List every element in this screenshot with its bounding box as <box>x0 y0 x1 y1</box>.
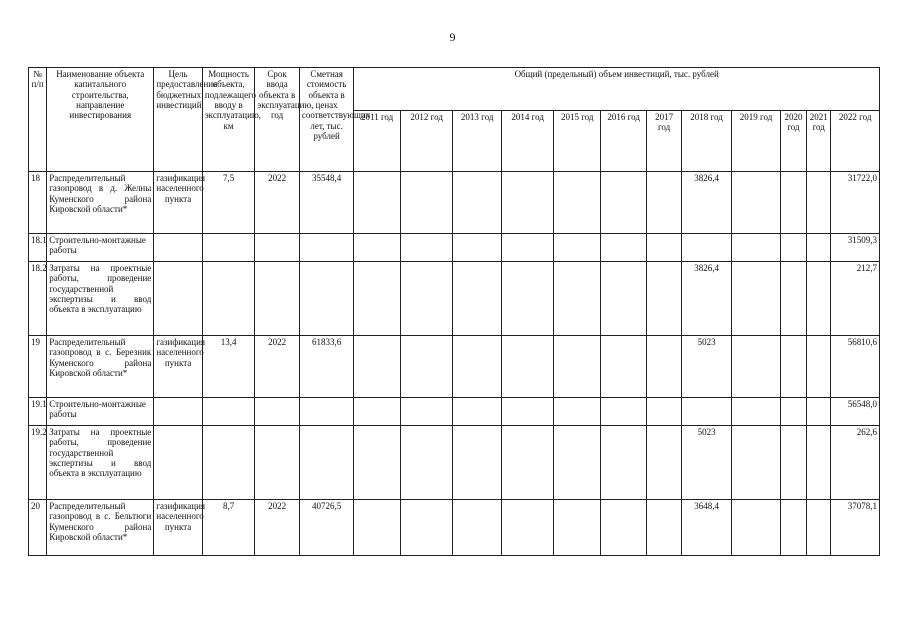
table-row <box>29 172 880 234</box>
header-year: 2013 год <box>453 111 502 172</box>
table-row <box>29 234 880 262</box>
header-year: 2020 год <box>780 111 806 172</box>
cell-2018: 3648,4 <box>681 500 732 556</box>
table-row <box>29 262 880 336</box>
cell-no: 19.1 <box>29 398 47 426</box>
cell-name: Строительно-монтажные работы <box>47 398 154 426</box>
header-purpose: Цель предоставления бюджетных инвестиций <box>154 68 203 172</box>
header-capacity: Мощность объекта, подлежащего вводу в эксплуатацию, км <box>202 68 255 172</box>
header-term: Срок ввода объекта в эксплуатацию, год <box>255 68 299 172</box>
cell-name: Затраты на проектные работы, проведение государственной экспертизы и ввод объекта в эксплуатацию <box>47 426 154 500</box>
cell-name: Затраты на проектные работы, проведение государственной экспертизы и ввод объекта в эксплуатацию <box>47 262 154 336</box>
cell-name: Строительно-монтажные работы <box>47 234 154 262</box>
header-year: 2015 год <box>554 111 600 172</box>
cell-2018: 5023 <box>681 426 732 500</box>
page-number: 9 <box>449 30 456 44</box>
cell-term: 2022 <box>255 500 299 556</box>
cell-name: Распределительный газопровод в с. Березник Куменского района Кировской области* <box>47 336 154 398</box>
header-no: № п/п <box>29 68 47 172</box>
cell-term: 2022 <box>255 336 299 398</box>
header-cost: Сметная стоимость объекта в ценах соответствующих лет, тыс. рублей <box>299 68 354 172</box>
header-year: 2012 год <box>400 111 453 172</box>
cell-2022: 56810,6 <box>831 336 880 398</box>
header-year: 2011 год <box>354 111 400 172</box>
investment-table <box>28 67 880 556</box>
table-row <box>29 336 880 398</box>
cell-purpose: газификация населенного пункта <box>154 500 203 556</box>
cell-name: Распределительный газопровод в д. Желны Куменского района Кировской области* <box>47 172 154 234</box>
cell-2018: 3826,4 <box>681 172 732 234</box>
table-row <box>29 500 880 556</box>
cell-2018: 3826,4 <box>681 262 732 336</box>
cell-purpose: газификация населенного пункта <box>154 172 203 234</box>
cell-no: 19.2 <box>29 426 47 500</box>
cell-2022: 31509,3 <box>831 234 880 262</box>
cell-2018: 5023 <box>681 336 732 398</box>
cell-purpose: газификация населенного пункта <box>154 336 203 398</box>
cell-no: 20 <box>29 500 47 556</box>
cell-no: 19 <box>29 336 47 398</box>
cell-2018 <box>681 398 732 426</box>
cell-no: 18.1 <box>29 234 47 262</box>
cell-2022: 56548,0 <box>831 398 880 426</box>
header-year: 2016 год <box>600 111 646 172</box>
table-row <box>29 426 880 500</box>
header-total-invest: Общий (предельный) объем инвестиций, тыс. рублей <box>354 68 880 111</box>
header-name: Наименование объекта капитального строительства, направление инвестирования <box>47 68 154 172</box>
header-year: 2022 год <box>831 111 880 172</box>
cell-capacity: 8,7 <box>202 500 255 556</box>
cell-term: 2022 <box>255 172 299 234</box>
cell-2022: 262,6 <box>831 426 880 500</box>
header-year: 2021 год <box>807 111 831 172</box>
header-year: 2019 год <box>732 111 781 172</box>
cell-capacity: 7,5 <box>202 172 255 234</box>
cell-2022: 37078,1 <box>831 500 880 556</box>
cell-cost: 61833,6 <box>299 336 354 398</box>
cell-capacity: 13,4 <box>202 336 255 398</box>
cell-no: 18 <box>29 172 47 234</box>
cell-name: Распределительный газопровод в с. Бельтюги Куменского района Кировской области* <box>47 500 154 556</box>
header-year: 2018 год <box>681 111 732 172</box>
cell-cost: 40726,5 <box>299 500 354 556</box>
cell-cost: 35548,4 <box>299 172 354 234</box>
header-year: 2014 год <box>501 111 554 172</box>
table-row <box>29 398 880 426</box>
cell-no: 18.2 <box>29 262 47 336</box>
cell-2018 <box>681 234 732 262</box>
cell-2022: 212,7 <box>831 262 880 336</box>
header-year: 2017 год <box>647 111 681 172</box>
cell-2022: 31722,0 <box>831 172 880 234</box>
